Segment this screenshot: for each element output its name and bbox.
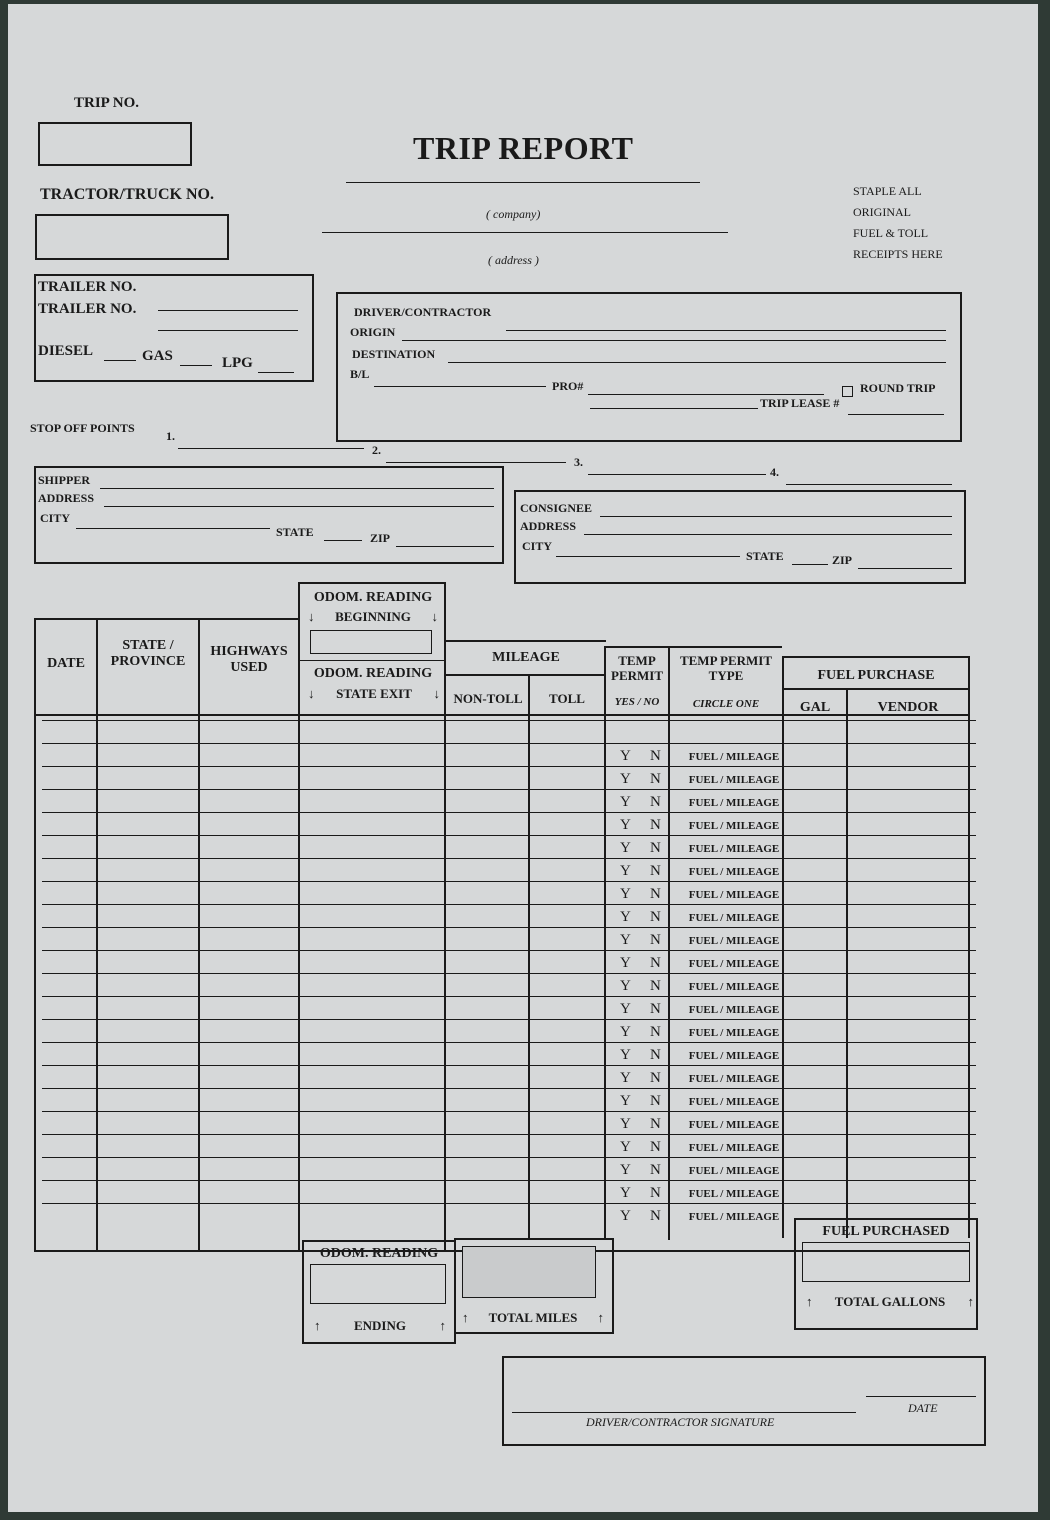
date-line[interactable] [866,1396,976,1397]
destination-line[interactable] [448,362,946,363]
trip-no-field[interactable] [38,122,192,166]
no-option[interactable]: N [650,1162,661,1178]
stop-off-line-3[interactable] [588,474,766,475]
ending-row [314,1318,446,1334]
table-row[interactable] [42,812,976,813]
no-option[interactable]: N [650,863,661,879]
table-row[interactable] [42,789,976,790]
fuel-mileage-option[interactable]: FUEL / MILEAGE [688,797,780,809]
trip-lease-line[interactable] [848,414,944,415]
table-row[interactable] [42,1180,976,1181]
col-divider [528,674,530,1240]
yes-option[interactable]: Y [620,955,631,971]
stop-off-line-2[interactable] [386,462,566,463]
fuel-mileage-option[interactable]: FUEL / MILEAGE [688,1211,780,1223]
circle-one-caption: CIRCLE ONE [692,698,760,710]
yes-no-option[interactable] [612,860,674,883]
yes-option[interactable]: Y [620,1139,631,1155]
no-option[interactable]: N [650,955,661,971]
yes-option[interactable]: Y [620,1208,631,1224]
consignee-address-line[interactable] [584,534,952,535]
yes-option[interactable]: Y [620,794,631,810]
total-miles-field[interactable] [462,1246,596,1298]
table-row[interactable] [42,950,976,951]
no-option[interactable]: N [650,978,661,994]
yes-option[interactable]: Y [620,817,631,833]
stop-off-line-1[interactable] [178,448,364,449]
odom-ending-field[interactable] [310,1264,446,1304]
total-miles-row [462,1310,604,1326]
total-miles-label: TOTAL MILES [488,1310,578,1325]
yes-no-option[interactable] [612,745,674,768]
table-row[interactable] [42,1157,976,1158]
fuel-purchase-header: FUEL PURCHASE [817,668,935,683]
fuel-purchased-field[interactable] [802,1242,970,1282]
no-option[interactable]: N [650,1024,661,1040]
yes-no-option[interactable] [612,837,674,860]
yes-option[interactable]: Y [620,886,631,902]
yes-option[interactable]: Y [620,1093,631,1109]
state-province-header: STATE / PROVINCE [110,638,186,670]
up-arrow-icon: ↑ [597,1310,604,1325]
up-arrow-icon: ↑ [967,1294,974,1309]
table-row[interactable] [42,1088,976,1089]
no-option[interactable]: N [650,1070,661,1086]
down-arrow-icon: ↓ [431,609,438,624]
pro-label: PRO# [552,379,584,393]
fuel-mileage-option[interactable]: FUEL / MILEAGE [688,912,780,924]
staple-note-line: STAPLE ALL [853,184,922,198]
toll-header: TOLL [549,691,585,706]
staple-note [853,181,973,265]
beginning-row [308,609,438,625]
no-option[interactable]: N [650,932,661,948]
consignee-city-line[interactable] [556,556,740,557]
origin-line[interactable] [402,340,946,341]
yes-option[interactable]: Y [620,771,631,787]
consignee-state-line[interactable] [792,564,828,565]
yes-option[interactable]: Y [620,863,631,879]
no-option[interactable]: N [650,817,661,833]
odom-reading-header: ODOM. READING [313,590,433,605]
table-row[interactable] [42,1134,976,1135]
highways-used-header: HIGHWAYS USED [210,644,288,676]
yes-option[interactable]: Y [620,1116,631,1132]
fuel-mileage-option[interactable]: FUEL / MILEAGE [688,958,780,970]
no-option[interactable]: N [650,1001,661,1017]
no-option[interactable]: N [650,1093,661,1109]
table-row[interactable] [42,881,976,882]
odom-beginning-field[interactable] [310,630,432,654]
table-top-left-border [34,618,300,620]
yes-no-option[interactable] [612,791,674,814]
no-option[interactable]: N [650,1208,661,1224]
staple-note-line: ORIGINAL [853,205,911,219]
yes-option[interactable]: Y [620,840,631,856]
table-row[interactable] [42,904,976,905]
fuel-mileage-option[interactable]: FUEL / MILEAGE [688,935,780,947]
trip-lease-label: TRIP LEASE # [760,396,840,410]
fuel-mileage-option[interactable]: FUEL / MILEAGE [688,1142,780,1154]
fuel-mileage-option[interactable]: FUEL / MILEAGE [688,1073,780,1085]
shipper-city-label: CITY [40,511,71,525]
pro-line[interactable] [588,394,824,395]
yes-option[interactable]: Y [620,932,631,948]
yes-no-caption: YES / NO [614,696,660,708]
shipper-city-line[interactable] [76,528,270,529]
fuel-mileage-option[interactable]: FUEL / MILEAGE [688,820,780,832]
fuel-mileage-option[interactable]: FUEL / MILEAGE [688,751,780,763]
no-option[interactable]: N [650,794,661,810]
odom-column-box [298,582,446,1252]
no-option[interactable]: N [650,748,661,764]
no-option[interactable]: N [650,1047,661,1063]
mileage-top-border [446,640,606,642]
shipper-zip-line[interactable] [396,546,494,547]
consignee-state-label: STATE [746,549,784,563]
shipper-line[interactable] [100,488,494,489]
fuel-mileage-option[interactable]: FUEL / MILEAGE [688,774,780,786]
stop-off-label: STOP OFF POINTS [30,421,135,435]
yes-option[interactable]: Y [620,909,631,925]
odom-mid-line [298,660,446,661]
yes-no-option[interactable] [612,1067,674,1090]
yes-no-option[interactable] [612,906,674,929]
vendor-header: VENDOR [877,700,939,715]
date-label: DATE [908,1401,938,1415]
yes-no-option[interactable] [612,1113,674,1136]
fuel-mileage-option[interactable]: FUEL / MILEAGE [688,1188,780,1200]
staple-note-line: RECEIPTS HERE [853,247,943,261]
trailer-no-line-1[interactable] [158,310,298,311]
no-option[interactable]: N [650,1185,661,1201]
yes-option[interactable]: Y [620,748,631,764]
shipper-address-line[interactable] [104,506,494,507]
yes-option[interactable]: Y [620,1185,631,1201]
page-title: TRIP REPORT [413,130,634,166]
yes-no-option[interactable] [612,883,674,906]
temp-permit-type-header: TEMP PERMIT TYPE [679,653,773,683]
fuel-mileage-option[interactable]: FUEL / MILEAGE [688,866,780,878]
fuel-mileage-option[interactable]: FUEL / MILEAGE [688,1165,780,1177]
yes-no-option[interactable] [612,1205,674,1228]
yes-no-option[interactable] [612,1182,674,1205]
consignee-label: CONSIGNEE [520,501,593,515]
trailer-no-label-2: TRAILER NO. [38,301,137,317]
table-row[interactable] [42,835,976,836]
round-trip-checkbox[interactable] [842,386,853,397]
fuel-mileage-option[interactable]: FUEL / MILEAGE [688,889,780,901]
state-exit-row [308,686,440,702]
stop-off-number: 2. [372,443,381,457]
fuel-mileage-option[interactable]: FUEL / MILEAGE [688,843,780,855]
gas-label: GAS [142,348,173,364]
fuel-sub-line [782,688,968,690]
diesel-line[interactable] [104,360,136,361]
no-option[interactable]: N [650,1139,661,1155]
no-option[interactable]: N [650,909,661,925]
lpg-label: LPG [222,355,253,371]
trailer-no-label-1: TRAILER NO. [38,279,137,295]
table-row[interactable] [42,720,976,721]
yes-no-option[interactable] [612,814,674,837]
company-caption: ( company) [486,207,541,221]
consignee-line[interactable] [600,516,952,517]
table-row[interactable] [42,1203,976,1204]
down-arrow-icon: ↓ [308,686,315,701]
col-divider [604,646,606,1240]
yes-option[interactable]: Y [620,1070,631,1086]
yes-no-option[interactable] [612,952,674,975]
yes-option[interactable]: Y [620,1024,631,1040]
mileage-header: MILEAGE [492,650,560,665]
fuel-mileage-option[interactable]: FUEL / MILEAGE [688,1050,780,1062]
trip-line[interactable] [590,408,758,409]
shipper-state-label: STATE [276,525,314,539]
temp-top-border [604,646,782,648]
date-header: DATE [47,656,85,671]
table-row[interactable] [42,973,976,974]
stop-off-number: 3. [574,455,583,469]
consignee-zip-label: ZIP [832,553,853,567]
yes-no-option[interactable] [612,768,674,791]
table-row[interactable] [42,1065,976,1066]
stop-off-line-4[interactable] [786,484,952,485]
yes-no-option[interactable] [612,998,674,1021]
fuel-purchased-header: FUEL PURCHASED [822,1224,950,1239]
trip-report-form [8,4,1038,1512]
bl-label: B/L [350,367,370,381]
yes-no-option[interactable] [612,1159,674,1182]
beginning-label: BEGINNING [335,609,411,624]
table-row[interactable] [42,1111,976,1112]
odom-reading-header-2: ODOM. READING [313,666,433,681]
destination-label: DESTINATION [352,347,436,361]
staple-note-line: FUEL & TOLL [853,226,929,240]
gal-header: GAL [799,700,831,715]
lpg-line[interactable] [258,372,294,373]
trip-no-label: TRIP NO. [74,95,140,111]
col-divider [846,688,848,1238]
down-arrow-icon: ↓ [433,686,440,701]
yes-no-option[interactable] [612,1021,674,1044]
fuel-mileage-option[interactable]: FUEL / MILEAGE [688,1004,780,1016]
no-option[interactable]: N [650,771,661,787]
table-row[interactable] [42,996,976,997]
address-caption: ( address ) [488,253,539,267]
shipper-address-label: ADDRESS [38,491,95,505]
tractor-truck-no-field[interactable] [35,214,229,260]
yes-no-option[interactable] [612,929,674,952]
state-exit-label: STATE EXIT [336,686,412,701]
address-line[interactable] [322,232,728,233]
yes-option[interactable]: Y [620,1162,631,1178]
no-option[interactable]: N [650,840,661,856]
diesel-label: DIESEL [38,343,94,359]
temp-permit-header: TEMP PERMIT [611,653,663,683]
table-row[interactable] [42,743,976,744]
gas-line[interactable] [180,365,212,366]
yes-option[interactable]: Y [620,1047,631,1063]
odom-ending-header: ODOM. READING [319,1246,439,1261]
bl-line[interactable] [374,386,546,387]
table-row[interactable] [42,927,976,928]
driver-label: DRIVER/CONTRACTOR [354,305,492,319]
consignee-city-label: CITY [522,539,553,553]
total-gallons-label: TOTAL GALLONS [834,1294,946,1309]
non-toll-header: NON-TOLL [453,691,523,706]
stop-off-number: 4. [770,465,779,479]
shipper-zip-label: ZIP [370,531,391,545]
round-trip-label: ROUND TRIP [860,381,936,395]
fuel-mileage-option[interactable]: FUEL / MILEAGE [688,1096,780,1108]
yes-option[interactable]: Y [620,1001,631,1017]
stop-off-number: 1. [166,429,175,443]
down-arrow-icon: ↓ [308,609,315,624]
up-arrow-icon: ↑ [806,1294,813,1309]
tractor-truck-no-label: TRACTOR/TRUCK NO. [40,186,214,203]
table-row[interactable] [42,1042,976,1043]
yes-no-option[interactable] [612,1090,674,1113]
fuel-mileage-option[interactable]: FUEL / MILEAGE [688,981,780,993]
trailer-no-line-2[interactable] [158,330,298,331]
driver-line[interactable] [506,330,946,331]
signature-line[interactable] [512,1412,856,1413]
total-gallons-row [806,1294,974,1310]
yes-no-option[interactable] [612,975,674,998]
yes-no-option[interactable] [612,1044,674,1067]
shipper-state-line[interactable] [324,540,362,541]
up-arrow-icon: ↑ [439,1318,446,1333]
company-line[interactable] [346,182,700,183]
ending-label: ENDING [353,1318,406,1333]
yes-option[interactable]: Y [620,978,631,994]
fuel-top-border [782,656,968,658]
table-row[interactable] [42,1019,976,1020]
mileage-sub-line [446,674,604,676]
no-option[interactable]: N [650,886,661,902]
consignee-address-label: ADDRESS [520,519,577,533]
table-row[interactable] [42,766,976,767]
yes-no-option[interactable] [612,1136,674,1159]
consignee-zip-line[interactable] [858,568,952,569]
fuel-mileage-option[interactable]: FUEL / MILEAGE [688,1027,780,1039]
shipper-label: SHIPPER [38,473,91,487]
table-row[interactable] [42,858,976,859]
fuel-mileage-option[interactable]: FUEL / MILEAGE [688,1119,780,1131]
no-option[interactable]: N [650,1116,661,1132]
signature-label: DRIVER/CONTRACTOR SIGNATURE [586,1415,775,1429]
up-arrow-icon: ↑ [462,1310,469,1325]
shipper-box [34,466,504,564]
origin-label: ORIGIN [350,325,396,339]
up-arrow-icon: ↑ [314,1318,321,1333]
